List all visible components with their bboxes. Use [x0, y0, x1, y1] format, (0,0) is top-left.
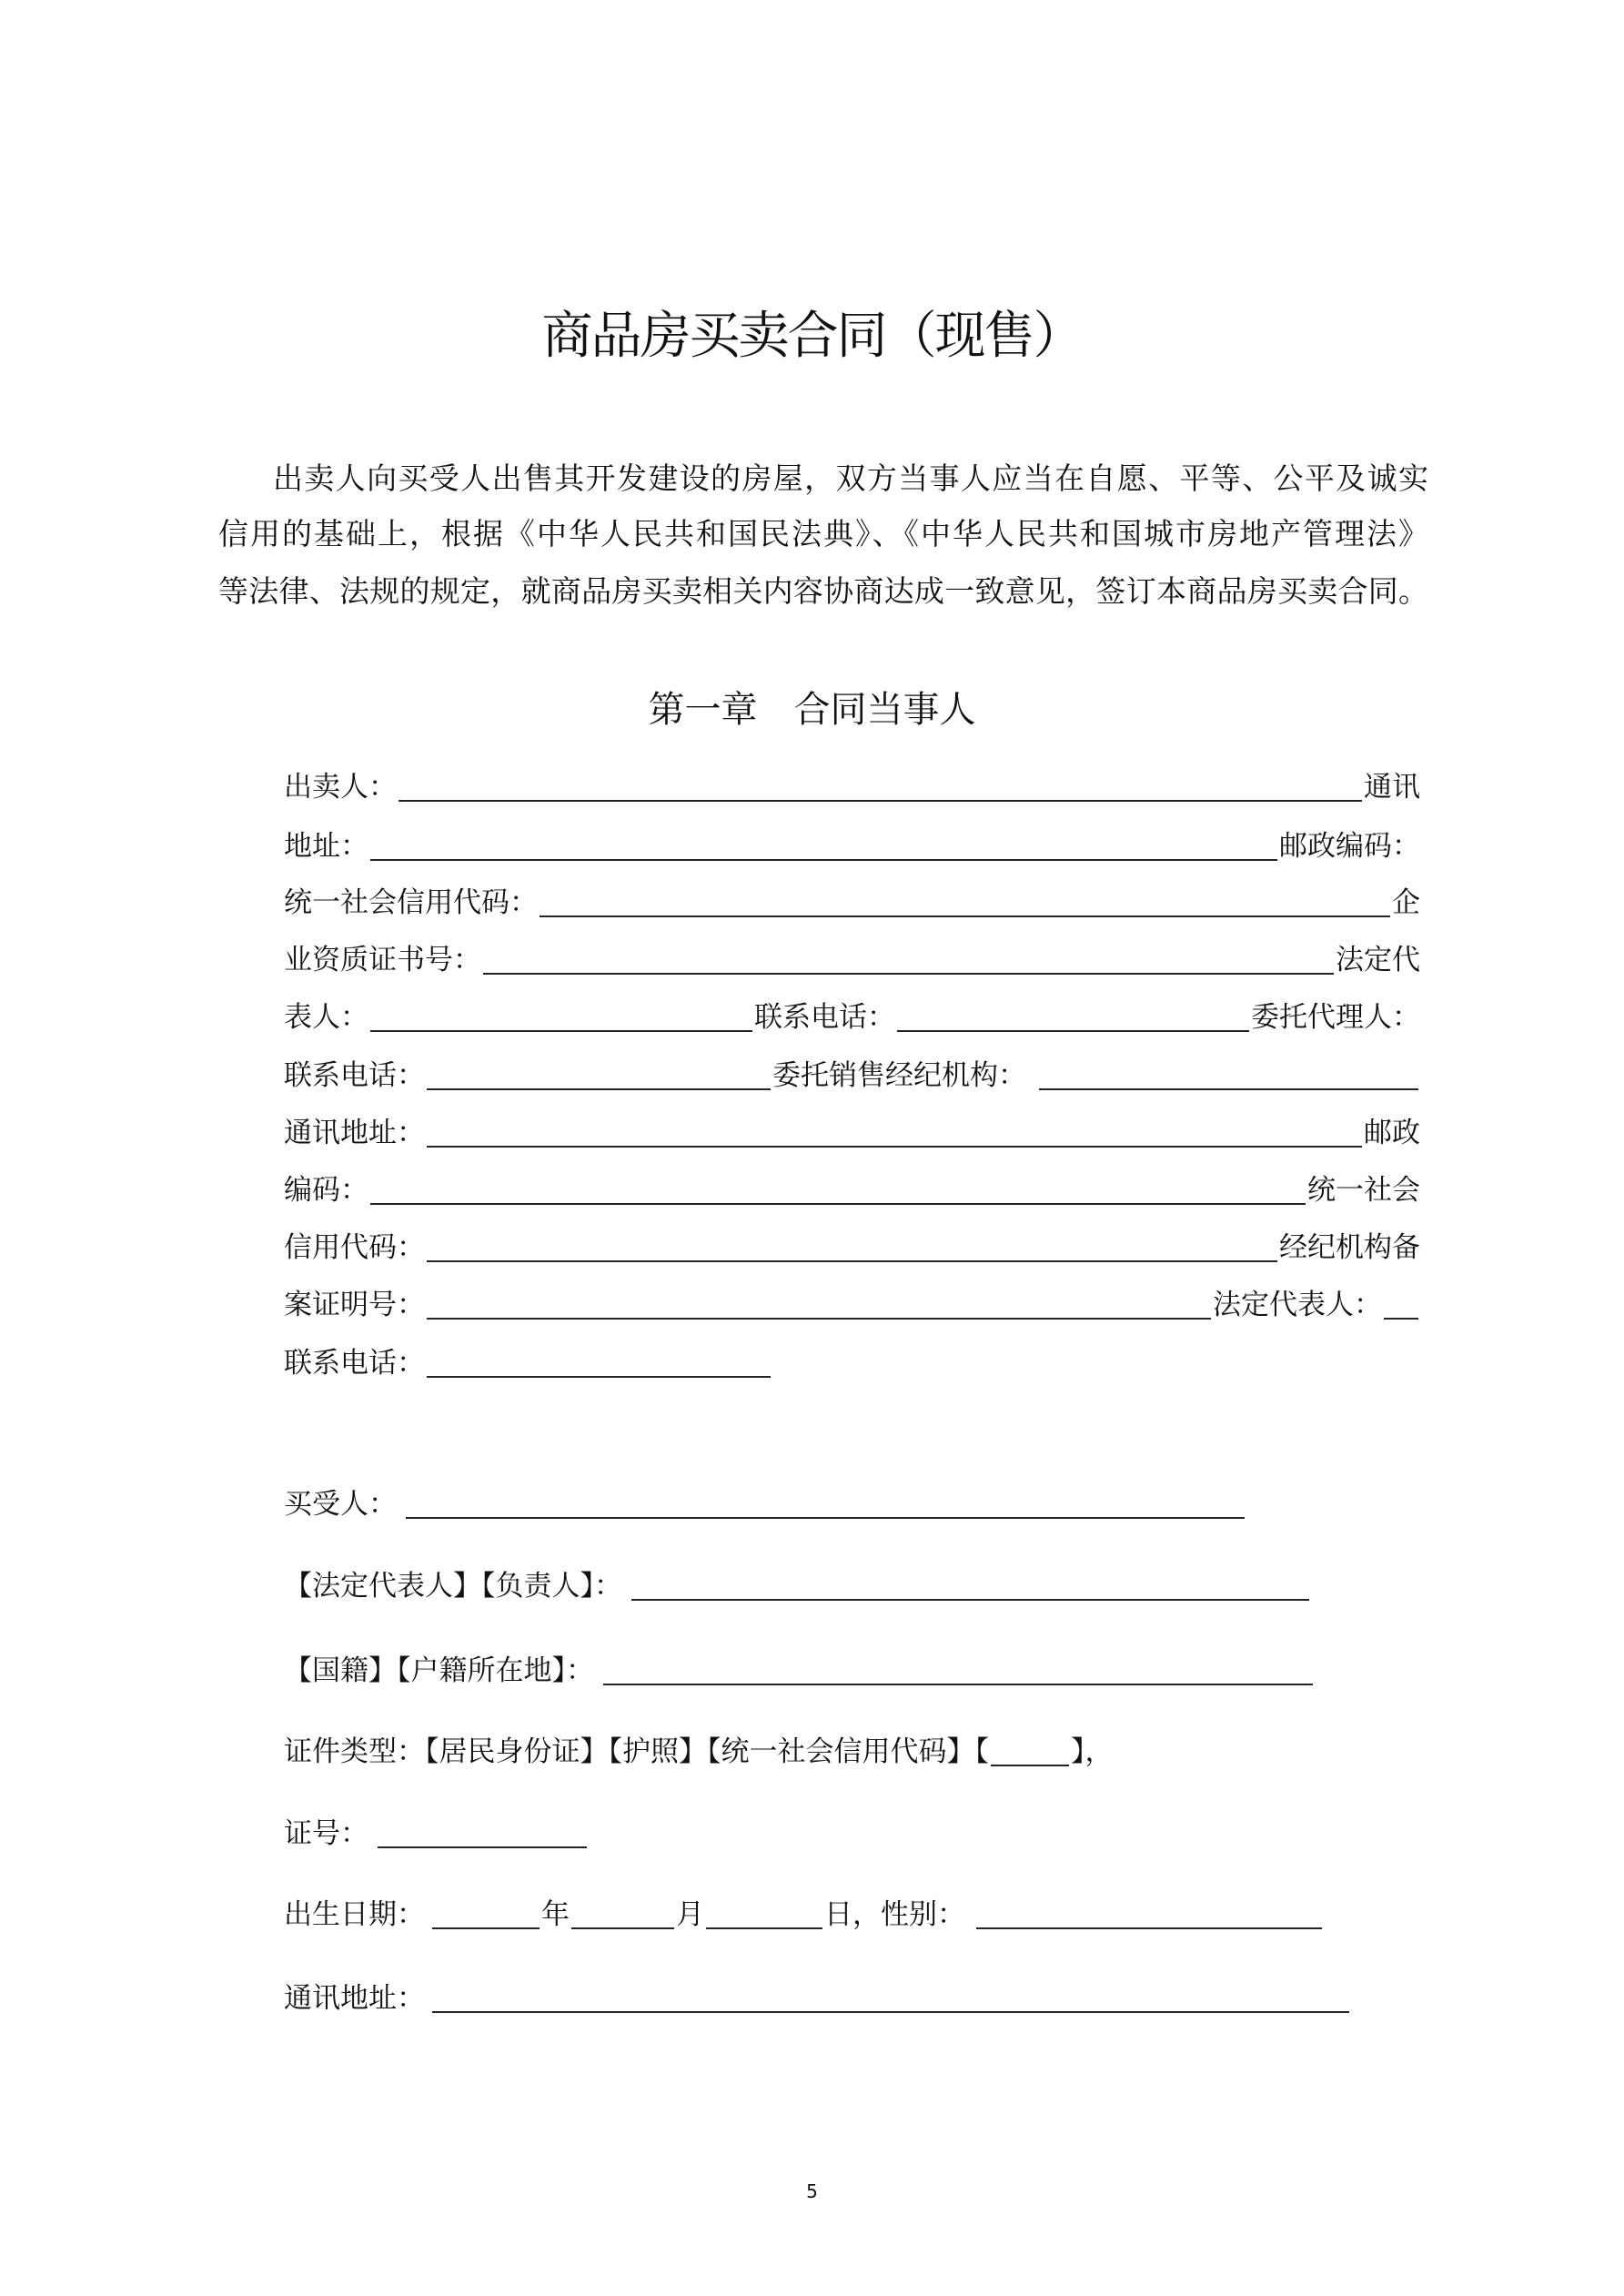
field-label: 月 — [676, 1898, 704, 1931]
field-label: 法定代表人： — [1213, 1289, 1382, 1321]
seller-credit-code-field[interactable] — [540, 888, 1390, 917]
buyer-row — [284, 1980, 1351, 2017]
field-label: 通讯地址： — [284, 1117, 425, 1149]
buyer-row — [284, 1896, 1324, 1933]
seller-row — [284, 1287, 1420, 1323]
seller-row — [284, 828, 1420, 865]
seller-row — [284, 1229, 1420, 1266]
field-label: 经纪机构备 — [1279, 1231, 1420, 1264]
seller-qualification-field[interactable] — [483, 946, 1334, 975]
field-label: 编码： — [284, 1174, 368, 1207]
seller-row — [284, 942, 1420, 978]
field-label: 信用代码： — [284, 1231, 425, 1264]
buyer-name-field[interactable] — [406, 1490, 1245, 1519]
field-label: 统一社会信用代码： — [284, 886, 538, 919]
field-label: 法定代 — [1336, 944, 1420, 976]
intro-text: 信用的基础上，根据《中华人民共和国民法典》、《中华人民共和国城市房地产管理法》 — [218, 516, 1428, 551]
field-label: 年 — [541, 1898, 570, 1931]
field-label: 联系电话： — [754, 1001, 895, 1034]
intro-paragraph-line — [218, 573, 1428, 610]
field-label: 联系电话： — [284, 1347, 425, 1380]
agency-credit-code-field[interactable] — [427, 1233, 1277, 1262]
intro-paragraph-line — [273, 460, 1428, 497]
buyer-nationality-field[interactable] — [603, 1656, 1313, 1685]
buyer-row — [284, 1486, 1246, 1522]
field-label: 邮政编码： — [1279, 830, 1420, 863]
agent-phone-field[interactable] — [427, 1061, 771, 1090]
intro-text: 等法律、法规的规定，就商品房买卖相关内容协商达成一致意见，签订本商品房买卖合同。 — [218, 573, 1428, 609]
field-label: 案证明号： — [284, 1289, 425, 1321]
field-label: 【法定代表人】【负责人】： — [284, 1570, 622, 1603]
field-label: 通讯地址： — [284, 1982, 425, 2015]
buyer-row — [284, 1816, 589, 1852]
field-label: 买受人： — [284, 1488, 397, 1521]
intro-text: 出卖人向买受人出售其开发建设的房屋，双方当事人应当在自愿、平等、公平及诚实 — [273, 460, 1428, 496]
seller-row — [284, 1172, 1420, 1209]
field-label: 表人： — [284, 1001, 368, 1034]
field-label: 出生日期： — [284, 1898, 425, 1931]
seller-phone-field[interactable] — [897, 1003, 1249, 1032]
seller-representative-field[interactable] — [370, 1003, 752, 1032]
seller-row — [284, 769, 1420, 805]
field-label: 业资质证书号： — [284, 944, 481, 976]
field-label: 日，性别： — [824, 1898, 965, 1931]
agency-record-no-field[interactable] — [427, 1290, 1211, 1320]
seller-address-field[interactable] — [370, 832, 1277, 861]
field-label: 】， — [1071, 1735, 1114, 1768]
seller-row — [284, 999, 1420, 1036]
buyer-id-type-other-field[interactable] — [991, 1737, 1069, 1766]
field-label: 证号： — [284, 1817, 368, 1850]
field-label: 统一社会 — [1307, 1174, 1420, 1207]
seller-name-field[interactable] — [398, 773, 1362, 802]
field-label: 出卖人： — [284, 771, 397, 804]
field-label: 委托代理人： — [1251, 1001, 1420, 1034]
field-label: 联系电话： — [284, 1059, 425, 1092]
buyer-row — [284, 1653, 1315, 1689]
agency-representative-field[interactable] — [1384, 1290, 1418, 1320]
agency-phone-field[interactable] — [427, 1349, 771, 1378]
birth-day-field[interactable] — [706, 1900, 822, 1929]
gender-field[interactable] — [976, 1900, 1322, 1929]
document-title: 商品房买卖合同（现售） — [541, 307, 1083, 366]
buyer-row — [284, 1734, 1114, 1770]
seller-row — [284, 1057, 1420, 1094]
seller-row — [284, 1345, 1420, 1381]
field-label: 邮政 — [1364, 1117, 1420, 1149]
agency-address-field[interactable] — [427, 1118, 1362, 1148]
buyer-row — [284, 1568, 1311, 1604]
field-label: 委托销售经纪机构： — [772, 1059, 1026, 1092]
page-number: 5 — [806, 2180, 818, 2202]
buyer-address-field[interactable] — [432, 1984, 1349, 2013]
chapter-heading: 第一章 合同当事人 — [648, 689, 976, 731]
intro-paragraph-line — [218, 516, 1428, 552]
birth-month-field[interactable] — [571, 1900, 674, 1929]
birth-year-field[interactable] — [432, 1900, 540, 1929]
field-label: 【国籍】【户籍所在地】： — [284, 1654, 594, 1687]
field-label: 地址： — [284, 830, 368, 863]
seller-row — [284, 885, 1420, 921]
seller-row — [284, 1115, 1420, 1151]
agency-postcode-field[interactable] — [370, 1176, 1306, 1205]
field-label: 证件类型：【居民身份证】【护照】【统一社会信用代码】【 — [284, 1735, 989, 1768]
sales-agency-field[interactable] — [1039, 1061, 1418, 1090]
field-label: 通讯 — [1364, 771, 1420, 804]
field-label: 企 — [1392, 886, 1420, 919]
buyer-id-number-field[interactable] — [378, 1819, 587, 1848]
buyer-representative-field[interactable] — [631, 1572, 1309, 1601]
